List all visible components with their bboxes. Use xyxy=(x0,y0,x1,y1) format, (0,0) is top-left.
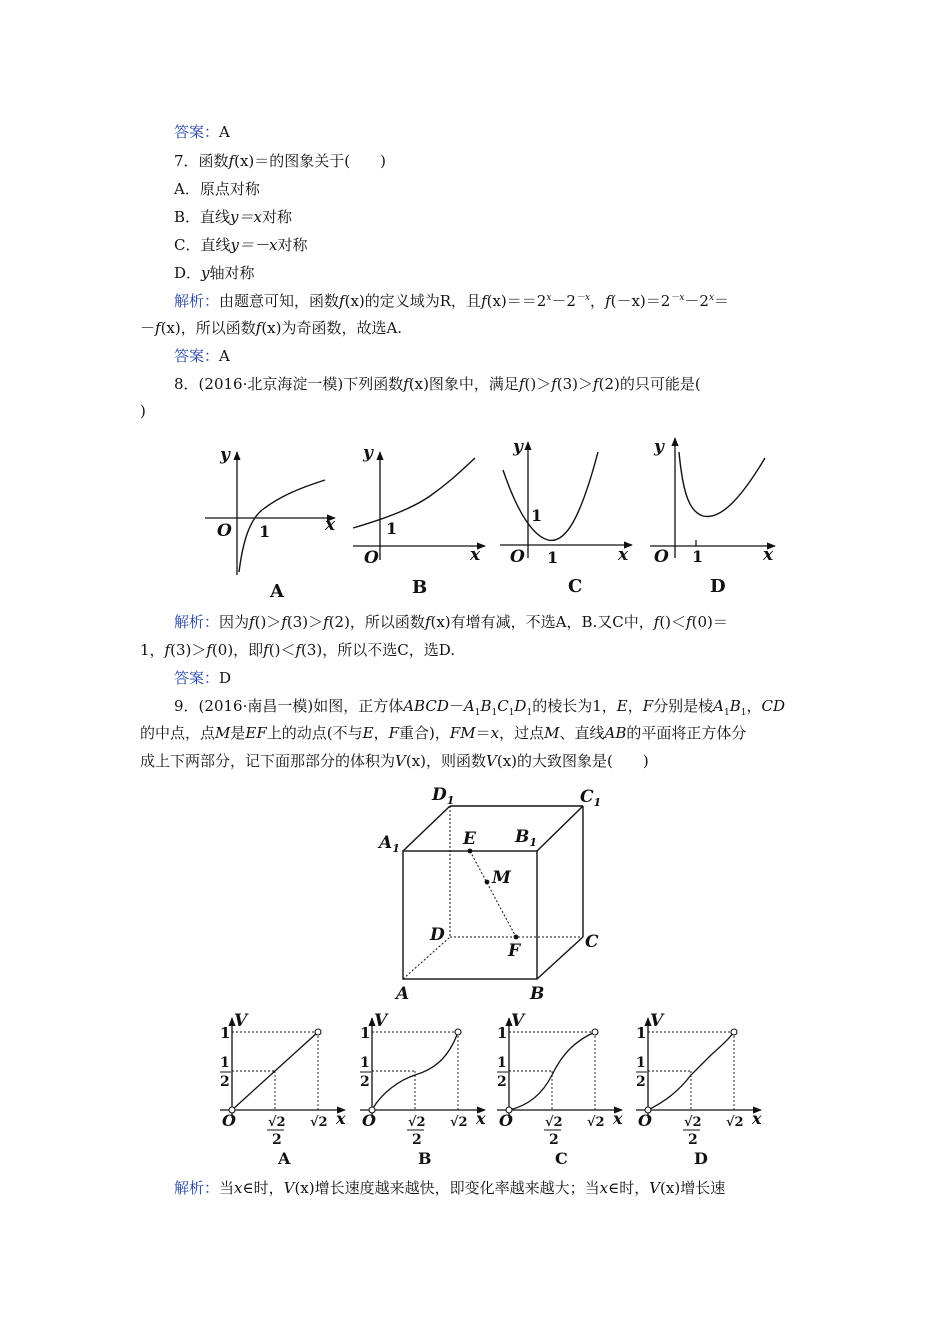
label-c: C xyxy=(585,932,599,952)
tick-half-num: 1 xyxy=(636,1055,646,1071)
analysis-text: (－x)＝2 xyxy=(610,292,671,310)
origin-label: O xyxy=(362,1111,376,1130)
v-label: V xyxy=(234,1011,248,1031)
q7-option-d xyxy=(174,263,255,283)
fx: f xyxy=(255,319,262,337)
fx: f xyxy=(403,375,409,393)
curve xyxy=(503,452,598,540)
analysis-text: (x)，所以函数 xyxy=(160,319,256,337)
stem-text: A xyxy=(463,697,475,715)
analysis-text: x xyxy=(599,1179,609,1197)
fx: f xyxy=(551,375,557,393)
stem-text: B xyxy=(729,697,741,715)
fx: f xyxy=(295,641,302,659)
graph-letter: B xyxy=(418,1149,432,1168)
stem-text: E xyxy=(616,697,628,715)
stem-text: (x)图象中，满足 xyxy=(408,375,519,393)
x-label: x xyxy=(325,515,336,535)
fx: f xyxy=(155,319,161,337)
analysis-text: ＝ xyxy=(714,292,730,310)
analysis-text: ∈时， xyxy=(242,1179,284,1197)
stem-text: 是 xyxy=(230,724,246,742)
q8-answer-line xyxy=(174,668,231,688)
stem-text: AB xyxy=(604,724,627,742)
q8-analysis-line1 xyxy=(174,612,728,632)
option-letter: D． xyxy=(174,264,202,282)
open-point-end xyxy=(455,1029,461,1035)
fx: f xyxy=(605,292,611,310)
label-m: M xyxy=(492,868,511,888)
stem-text: 、直线 xyxy=(559,724,605,742)
label-d1-main: D xyxy=(432,785,447,805)
analysis-text: (x)＝＝2 xyxy=(486,292,547,310)
stem-text: ＝ xyxy=(475,724,491,742)
fx: f xyxy=(481,292,487,310)
analysis-text: (x)的定义域为R，且 xyxy=(344,292,482,310)
option-text: 对称 xyxy=(261,208,292,226)
analysis-text: (0)＝ xyxy=(691,613,728,631)
point-e xyxy=(468,849,473,854)
option-letter: B． xyxy=(174,208,201,226)
segment-ef xyxy=(470,851,516,937)
option-text: 原点对称 xyxy=(199,180,260,198)
label-c1-main: C xyxy=(580,787,594,807)
stem-text: ()＞ xyxy=(524,375,552,393)
stem-text: ，过点 xyxy=(499,724,545,742)
label-c1-sub: 1 xyxy=(593,796,602,809)
stem-text: E xyxy=(362,724,374,742)
analysis-text: 由题意可知，函数 xyxy=(219,292,340,310)
subscript: 1 xyxy=(508,708,515,718)
open-point-end xyxy=(731,1029,737,1035)
superscript: －x xyxy=(575,293,591,303)
graph-letter: D xyxy=(694,1149,708,1168)
label-b1-main: B xyxy=(515,827,530,847)
graph-c xyxy=(500,437,632,597)
origin-label: O xyxy=(499,1111,513,1130)
origin-label: O xyxy=(217,521,232,541)
tick-root2-half-den: 2 xyxy=(549,1132,559,1148)
cube-diagram xyxy=(0,780,950,1010)
analysis-text: ∈时， xyxy=(608,1179,650,1197)
analysis-label: 解析： xyxy=(174,613,220,631)
stem-text: F xyxy=(642,697,654,715)
q9-analysis-line1 xyxy=(174,1178,725,1198)
analysis-text: ()＜ xyxy=(659,613,687,631)
fx: f xyxy=(228,152,235,170)
origin-label: O xyxy=(510,547,525,567)
stem-text: ABCD xyxy=(403,697,449,715)
label-b1 xyxy=(514,827,537,849)
question-number: 8． xyxy=(174,375,199,393)
tick-label: 1 xyxy=(692,547,704,566)
stem-text: M xyxy=(544,724,560,742)
analysis-text: (3)，所以不选C，选D. xyxy=(301,641,456,659)
graph-letter: B xyxy=(412,577,428,598)
y-label: y xyxy=(220,445,230,465)
tick-root2-half-num: √2 xyxy=(268,1115,286,1130)
tick-label: 1 xyxy=(531,506,543,525)
stem-text: x xyxy=(490,724,500,742)
graph-a xyxy=(205,445,336,602)
stem-text: M xyxy=(215,724,231,742)
superscript: x xyxy=(546,293,552,303)
analysis-text: V xyxy=(649,1179,661,1197)
open-point-end xyxy=(315,1029,321,1035)
graph-letter: D xyxy=(710,576,726,597)
y-label: y xyxy=(513,437,523,457)
q9-stem-line2 xyxy=(140,723,746,743)
edge-b1c1 xyxy=(537,806,583,851)
analysis-text: ， xyxy=(590,292,606,310)
v-label: V xyxy=(650,1011,664,1031)
stem-text: (2016·南昌一模)如图，正方体 xyxy=(198,697,404,715)
analysis-text: (x)为奇函数，故选A. xyxy=(261,319,403,337)
fx: f xyxy=(339,292,345,310)
tick-half-num: 1 xyxy=(360,1055,370,1071)
stem-text: (x)，则函数 xyxy=(405,752,487,770)
tick-half-den: 2 xyxy=(636,1074,646,1090)
fx: f xyxy=(164,641,171,659)
stem-text: (3)＞ xyxy=(556,375,594,393)
tick-root2-half-den: 2 xyxy=(412,1132,422,1148)
fx: f xyxy=(593,375,599,393)
q7-option-c xyxy=(174,235,307,255)
tick-root2-half-num: √2 xyxy=(545,1115,563,1130)
analysis-label: 解析： xyxy=(174,1179,220,1197)
analysis-text: (x)增长速 xyxy=(660,1179,726,1197)
option-letter: C． xyxy=(174,236,201,254)
fx: f xyxy=(653,613,660,631)
stem-text: D xyxy=(514,697,527,715)
option-equation: y＝x xyxy=(230,208,262,226)
subscript: 1 xyxy=(491,708,498,718)
answer-label: 答案： xyxy=(174,347,220,365)
label-a1 xyxy=(377,833,400,855)
v-graph-a xyxy=(220,1011,346,1168)
tick-root2: √2 xyxy=(310,1115,328,1130)
tick-one: 1 xyxy=(497,1024,508,1042)
analysis-text: (2)，所以函数 xyxy=(328,613,425,631)
tick-root2-half-den: 2 xyxy=(688,1132,698,1148)
curve xyxy=(679,452,765,517)
fx: f xyxy=(424,613,431,631)
stem-text: (2)的只可能是( xyxy=(598,375,701,393)
origin-label: O xyxy=(638,1111,652,1130)
label-b1-sub: 1 xyxy=(529,836,538,849)
y-label: y xyxy=(363,443,373,463)
v-graph-b xyxy=(360,1011,486,1168)
stem-text: 重合)， xyxy=(399,724,450,742)
fx: f xyxy=(686,613,692,631)
superscript: －x xyxy=(670,293,685,303)
stem-text: ＝的图象关于( ) xyxy=(254,152,387,170)
question-number: 7． xyxy=(174,152,199,170)
x-paren: (x) xyxy=(234,152,255,170)
q7-stem xyxy=(174,151,386,171)
tick-half-den: 2 xyxy=(497,1074,507,1090)
q7-option-b xyxy=(174,207,292,227)
stem-text: ， xyxy=(373,724,389,742)
subscript: 1 xyxy=(740,708,747,718)
tick-half-den: 2 xyxy=(360,1074,370,1090)
option-text: 对称 xyxy=(277,236,308,254)
x-label: x xyxy=(752,1109,762,1128)
label-f: F xyxy=(508,941,521,961)
analysis-text: －2 xyxy=(684,292,709,310)
fx: f xyxy=(206,641,212,659)
x-label: x xyxy=(613,1109,623,1128)
origin-label: O xyxy=(364,548,379,568)
stem-text: V xyxy=(486,752,497,770)
q8-graphs xyxy=(0,430,950,610)
label-a: A xyxy=(396,984,410,1004)
analysis-text: (0)，即 xyxy=(211,641,264,659)
x-label: x xyxy=(336,1109,346,1128)
stem-text: FM xyxy=(449,724,476,742)
v-label: V xyxy=(374,1011,388,1031)
label-d1-sub: 1 xyxy=(446,794,455,807)
graph-letter: A xyxy=(270,581,284,602)
origin-label: O xyxy=(222,1111,236,1130)
stem-text: 成上下两部分，记下面那部分的体积为 xyxy=(140,752,396,770)
option-letter: A． xyxy=(174,180,200,198)
analysis-text: －2 xyxy=(551,292,576,310)
analysis-text: (x)有增有减，不选A，B.又C中， xyxy=(430,613,654,631)
q8-stem-line2 xyxy=(140,401,146,421)
stem-text: V xyxy=(395,752,406,770)
tick-root2-half-num: √2 xyxy=(408,1115,426,1130)
curve xyxy=(353,458,475,528)
superscript: x xyxy=(708,293,715,303)
v-graphs xyxy=(0,1010,950,1170)
v-label: V xyxy=(511,1011,525,1031)
stem-text: B xyxy=(480,697,492,715)
answer-label: 答案： xyxy=(174,123,220,141)
stem-text: 的棱长为1， xyxy=(532,697,617,715)
graph-b xyxy=(353,443,485,598)
tick-root2: √2 xyxy=(587,1115,605,1130)
q7-answer-line xyxy=(174,346,230,366)
label-c1 xyxy=(580,787,601,809)
tick-half-den: 2 xyxy=(220,1074,230,1090)
stem-text: 上的动点(不与 xyxy=(266,724,363,742)
stem-text: 分别是棱 xyxy=(653,697,714,715)
stem-text: ， xyxy=(627,697,643,715)
stem-text: EF xyxy=(245,724,267,742)
answer-label: 答案： xyxy=(174,669,220,687)
q9-stem-line3 xyxy=(140,751,649,771)
stem-text: A xyxy=(713,697,724,715)
label-a1-main: A xyxy=(379,833,393,853)
stem-text: ) xyxy=(140,402,146,420)
analysis-text: (x)增长速度越来越快，即变化率越来越大；当 xyxy=(294,1179,600,1197)
subscript: 1 xyxy=(474,708,481,718)
tick-half-num: 1 xyxy=(497,1055,507,1071)
analysis-text: ()＞ xyxy=(254,613,282,631)
x-label: x xyxy=(763,545,774,565)
point-f xyxy=(514,935,519,940)
q7-analysis-line1 xyxy=(174,291,729,311)
stem-text: － xyxy=(448,697,464,715)
q8-stem-line1 xyxy=(174,374,701,394)
tick-one: 1 xyxy=(636,1024,647,1042)
option-text: 直线 xyxy=(200,236,231,254)
curve xyxy=(239,480,325,572)
tick-label: 1 xyxy=(386,519,398,538)
origin-label: O xyxy=(654,547,669,567)
stem-text: ， xyxy=(746,697,762,715)
label-a1-sub: 1 xyxy=(392,842,400,855)
tick-root2-half-den: 2 xyxy=(272,1132,282,1148)
option-text: 轴对称 xyxy=(209,264,255,282)
tick-root2: √2 xyxy=(726,1115,744,1130)
stem-text: (x)的大致图象是( ) xyxy=(496,752,649,770)
answer-value: A xyxy=(219,347,230,365)
label-e: E xyxy=(463,829,476,849)
answer-value: A xyxy=(219,123,230,141)
v-graph-d xyxy=(636,1011,762,1168)
fx: f xyxy=(281,613,287,631)
option-variable: y xyxy=(201,264,210,282)
analysis-text: ()＜ xyxy=(268,641,296,659)
tick-label: 1 xyxy=(547,548,559,567)
fx: f xyxy=(518,375,525,393)
fx: f xyxy=(323,613,329,631)
stem-text: CD xyxy=(761,697,786,715)
analysis-text: － xyxy=(140,319,156,337)
x-label: x xyxy=(618,545,629,565)
stem-text: F xyxy=(388,724,399,742)
tick-root2-half-num: √2 xyxy=(684,1115,702,1130)
analysis-text: (3)＞ xyxy=(286,613,324,631)
answer-value: D xyxy=(219,669,232,687)
q7-analysis-line2 xyxy=(140,318,402,338)
y-label: y xyxy=(654,437,664,457)
edge-bc xyxy=(537,937,583,979)
analysis-text: V xyxy=(283,1179,295,1197)
label-d1 xyxy=(431,785,454,807)
option-equation: y＝－x xyxy=(230,236,278,254)
point-m xyxy=(485,880,490,885)
tick-half-num: 1 xyxy=(220,1055,230,1071)
graph-letter: C xyxy=(555,1149,568,1168)
q6-answer-line xyxy=(174,122,230,142)
stem-text: 的中点，点 xyxy=(140,724,216,742)
graph-letter: C xyxy=(568,576,583,597)
analysis-label: 解析： xyxy=(174,292,220,310)
subscript: 1 xyxy=(526,708,533,718)
edge-a1d1 xyxy=(403,806,450,851)
analysis-text: (3)＞ xyxy=(170,641,207,659)
tick-root2: √2 xyxy=(450,1115,468,1130)
option-text: 直线 xyxy=(200,208,231,226)
analysis-text: x xyxy=(234,1179,243,1197)
x-label: x xyxy=(476,1109,486,1128)
x-label: x xyxy=(470,545,481,565)
label-b: B xyxy=(530,984,545,1004)
graph-d xyxy=(650,437,775,597)
stem-text: 的平面将正方体分 xyxy=(626,724,747,742)
fx: f xyxy=(263,641,269,659)
analysis-text: 当 xyxy=(219,1179,235,1197)
graph-letter: A xyxy=(278,1149,291,1168)
q8-analysis-line2 xyxy=(140,640,455,660)
v-graph-c xyxy=(497,1011,623,1168)
stem-text: 函数 xyxy=(198,152,229,170)
q7-option-a xyxy=(174,179,260,199)
tick-label: 1 xyxy=(259,522,271,541)
open-point-end xyxy=(592,1029,598,1035)
stem-text: C xyxy=(497,697,509,715)
stem-text: (2016·北京海淀一模)下列函数 xyxy=(198,375,404,393)
subscript: 1 xyxy=(723,708,730,718)
tick-one: 1 xyxy=(360,1024,371,1042)
fx: f xyxy=(249,613,255,631)
analysis-text: 因为 xyxy=(219,613,250,631)
q9-stem-line1 xyxy=(174,696,785,716)
tick-one: 1 xyxy=(220,1024,231,1042)
analysis-text: 1， xyxy=(140,641,165,659)
question-number: 9． xyxy=(174,697,199,715)
label-d: D xyxy=(430,925,445,945)
